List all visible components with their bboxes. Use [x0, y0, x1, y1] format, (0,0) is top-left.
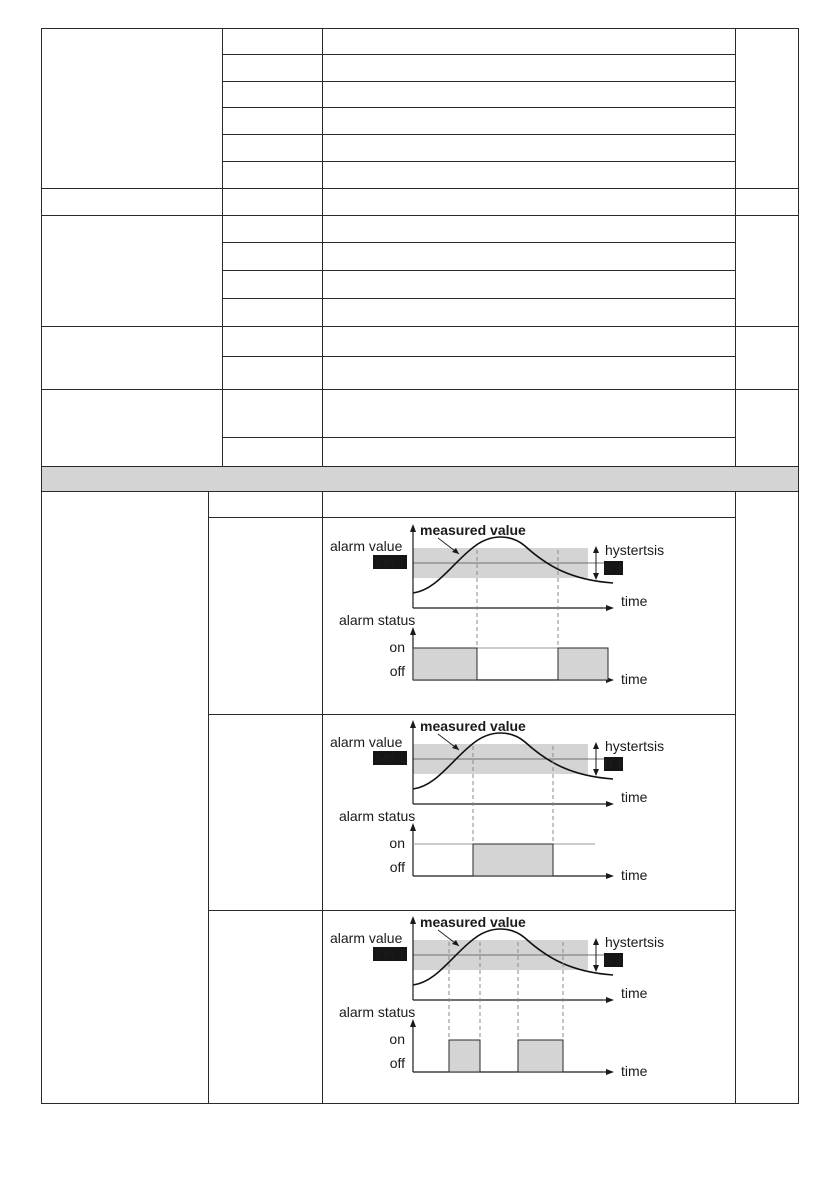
hysteresis-arrow-top	[593, 938, 599, 945]
alarm-status-label: alarm status	[339, 612, 416, 628]
y-axis-arrow	[410, 720, 416, 728]
row-line	[222, 107, 735, 108]
table-border-right	[798, 28, 799, 1104]
alarm-on-interval	[558, 648, 608, 680]
group-line	[41, 188, 799, 189]
group-line	[41, 215, 799, 216]
hysteresis-display: H 1	[604, 563, 623, 575]
alarm-status-label: alarm status	[339, 808, 416, 824]
set-display: SEt 1	[374, 753, 406, 765]
section-line-top	[41, 466, 799, 467]
col-divider-3-upper	[735, 28, 736, 466]
x-axis-arrow	[606, 605, 614, 611]
status-y-axis-arrow	[410, 627, 416, 635]
table-border-bottom	[41, 1103, 799, 1104]
hysteresis-display: H 1	[604, 955, 623, 967]
hysteresis-display: H 1	[604, 759, 623, 771]
col-divider-1-upper	[222, 28, 223, 466]
status-x-axis-arrow	[606, 1069, 614, 1075]
hysteresis-label: hystertsis	[605, 934, 665, 950]
row-line	[222, 54, 735, 55]
alarm-status-label: alarm status	[339, 1004, 416, 1020]
x-axis-arrow	[606, 801, 614, 807]
time-label: time	[621, 593, 648, 609]
status-time-label: time	[621, 671, 648, 687]
row-line	[208, 910, 735, 911]
group-line	[41, 389, 799, 390]
set-display: SEt 1	[374, 557, 406, 569]
row-line	[222, 81, 735, 82]
alarm-on-interval	[518, 1040, 563, 1072]
row-line	[222, 356, 735, 357]
alarm-diagram-3	[325, 912, 720, 1090]
col-divider-2-lower	[322, 491, 323, 1103]
y-axis-arrow	[410, 524, 416, 532]
hysteresis-arrow-bottom	[593, 573, 599, 580]
hysteresis-arrow-top	[593, 546, 599, 553]
off-label: off	[389, 859, 405, 875]
table-border-top	[41, 28, 799, 29]
table-border-left	[41, 28, 42, 1104]
section-line-bottom	[41, 491, 799, 492]
on-label: on	[389, 835, 405, 851]
alarm-value-label: alarm value	[330, 538, 403, 554]
row-line	[208, 517, 735, 518]
row-line	[222, 437, 735, 438]
measured-value-label: measured value	[420, 914, 526, 930]
time-label: time	[621, 789, 648, 805]
row-line	[222, 161, 735, 162]
col-divider-1-lower	[208, 491, 209, 1103]
measured-value-label: measured value	[420, 718, 526, 734]
row-line	[208, 714, 735, 715]
row-line	[222, 270, 735, 271]
row-line	[222, 298, 735, 299]
hysteresis-arrow-top	[593, 742, 599, 749]
group-line	[41, 326, 799, 327]
off-label: off	[389, 663, 405, 679]
status-time-label: time	[621, 867, 648, 883]
hysteresis-arrow-bottom	[593, 769, 599, 776]
alarm-diagram-2	[325, 716, 720, 894]
col-divider-2-upper	[322, 28, 323, 466]
measured-value-label: measured value	[420, 522, 526, 538]
status-y-axis-arrow	[410, 1019, 416, 1027]
status-time-label: time	[621, 1063, 648, 1079]
alarm-diagram-1	[325, 520, 720, 698]
x-axis-arrow	[606, 997, 614, 1003]
hysteresis-label: hystertsis	[605, 542, 665, 558]
alarm-on-interval	[473, 844, 553, 876]
hysteresis-label: hystertsis	[605, 738, 665, 754]
on-label: on	[389, 1031, 405, 1047]
alarm-on-interval	[413, 648, 477, 680]
status-x-axis-arrow	[606, 873, 614, 879]
hysteresis-arrow-bottom	[593, 965, 599, 972]
col-divider-3-lower	[735, 491, 736, 1103]
off-label: off	[389, 1055, 405, 1071]
on-label: on	[389, 639, 405, 655]
alarm-on-interval	[449, 1040, 480, 1072]
status-y-axis-arrow	[410, 823, 416, 831]
alarm-value-label: alarm value	[330, 734, 403, 750]
y-axis-arrow	[410, 916, 416, 924]
row-line	[222, 242, 735, 243]
time-label: time	[621, 985, 648, 1001]
set-display: SEt 1	[374, 949, 406, 961]
alarm-value-label: alarm value	[330, 930, 403, 946]
section-header-band	[41, 466, 798, 491]
row-line	[222, 134, 735, 135]
